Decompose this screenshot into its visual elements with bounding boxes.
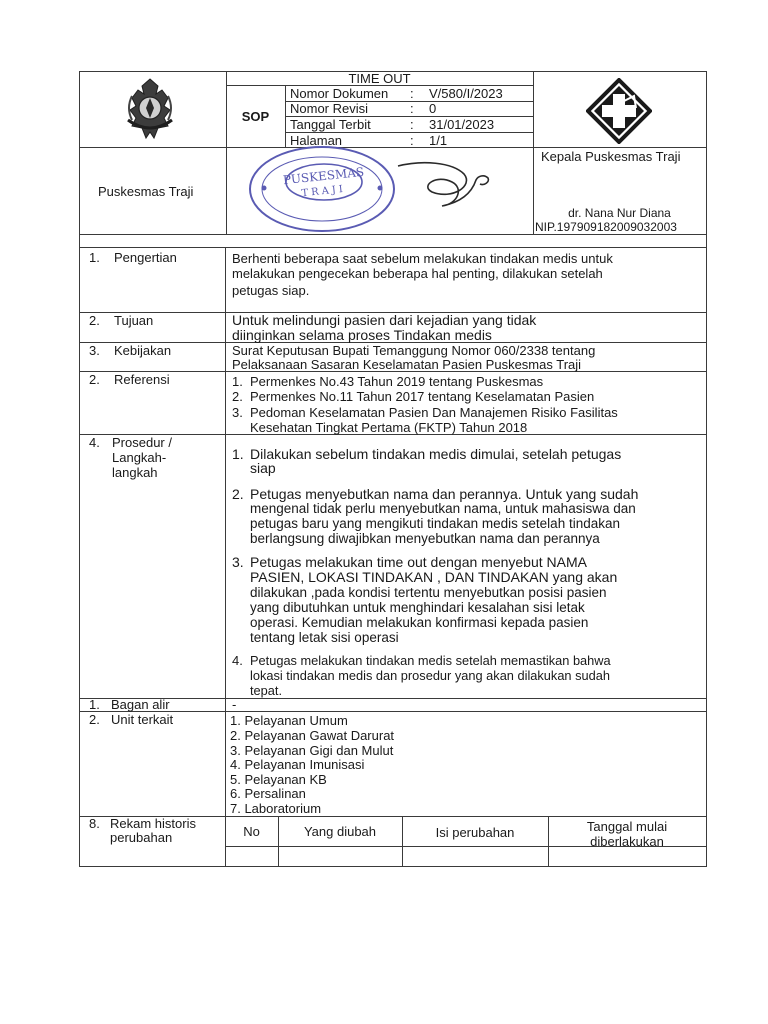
procedure-step-number: 2. [232, 486, 244, 502]
unit-item: 7. Laboratorium [230, 801, 322, 816]
section-number: 2. [89, 712, 100, 727]
procedure-step-line: Petugas melakukan time out dengan menyebut NAMA [250, 554, 587, 570]
table-border-left [79, 71, 80, 866]
procedure-step-line: yang dibutuhkan untuk menghindari kesalahan sisi letak [250, 600, 585, 615]
pengertian-line: petugas siap. [232, 283, 310, 298]
unit-item: 5. Pelayanan KB [230, 772, 327, 787]
table-border-bottom [79, 866, 707, 867]
referensi-item-number: 2. [232, 389, 243, 404]
meta-value-nomor-dokumen: V/580/I/2023 [429, 86, 503, 101]
signer-name: dr. Nana Nur Diana [568, 206, 671, 220]
stamp-text: PUSKESMAS [282, 164, 365, 188]
tujuan-line: diinginkan selama proses Tindakan medis [232, 327, 492, 343]
procedure-step-number: 1. [232, 446, 244, 462]
procedure-step-line: siap [250, 460, 276, 476]
section-label-prosedur: Langkah- [112, 450, 167, 465]
section-number: 4. [89, 435, 100, 450]
procedure-step-line: berlangsung diwajibkan menyebutkan nama dan perannya [250, 531, 600, 546]
section-number: 2. [89, 313, 100, 328]
meta-label-tanggal-terbit: Tanggal Terbit [290, 117, 371, 132]
body-col-line [225, 247, 226, 866]
referensi-item-number: 1. [232, 374, 243, 389]
section-label-prosedur: Prosedur / [112, 435, 172, 450]
kebijakan-line: Pelaksanaan Sasaran Keselamatan Pasien Puskesmas Traji [232, 357, 582, 372]
row-divider [79, 711, 707, 712]
section-number: 1. [89, 250, 100, 265]
kebijakan-line: Surat Keputusan Bupati Temanggung Nomor 060/2338 tentang [232, 343, 596, 358]
signer-title: Kepala Puskesmas Traji [541, 149, 681, 164]
meta-sep: : [410, 101, 414, 116]
sop-label: SOP [241, 109, 270, 124]
procedure-step-line: tentang letak sisi operasi [250, 630, 399, 645]
tujuan-line: Untuk melindungi pasien dari kejadian yang tidak [232, 312, 537, 328]
pengertian-line: Berhenti beberapa saat sebelum melakukan tindakan medis untuk [232, 251, 613, 266]
unit-item: 2. Pelayanan Gawat Darurat [230, 728, 395, 743]
meta-label-nomor-revisi: Nomor Revisi [290, 101, 369, 116]
section-number: 3. [89, 343, 100, 358]
referensi-item: Pedoman Keselamatan Pasien Dan Manajemen Risiko Fasilitas [250, 405, 618, 420]
section-label-rekam-historis: Rekam historis [110, 816, 196, 831]
bagan-alir-value: - [232, 697, 237, 712]
section-label-unit-terkait: Unit terkait [111, 712, 174, 727]
referensi-item-number: 3. [232, 405, 243, 420]
meta-value-tanggal-terbit: 31/01/2023 [429, 117, 495, 132]
referensi-item: Permenkes No.11 Tahun 2017 tentang Keselamatan Pasien [250, 389, 595, 404]
section-label-rekam-historis: perubahan [110, 830, 173, 845]
procedure-step-line: Petugas melakukan tindakan medis setelah memastikan bahwa [250, 653, 611, 668]
unit-item: 3. Pelayanan Gigi dan Mulut [230, 743, 394, 758]
procedure-step-line: mengenal tidak perlu menyebutkan nama, untuk mahasiswa dan [250, 501, 636, 516]
meta-sep: : [410, 117, 414, 132]
sop-col-line [285, 85, 286, 147]
history-col-header-no: No [243, 824, 260, 839]
meta-sep: : [410, 86, 414, 101]
procedure-step-line: PASIEN, LOKASI TINDAKAN , DAN TINDAKAN yang akan [250, 569, 618, 585]
history-col-header-tanggal: Tanggal mulai [586, 819, 668, 834]
section-number: 8. [89, 816, 100, 831]
official-stamp [244, 144, 400, 234]
unit-item: 4. Pelayanan Imunisasi [230, 757, 365, 772]
history-col-header-isi-perubahan: Isi perubahan [435, 825, 515, 840]
puskesmas-logo-icon [586, 78, 652, 144]
procedure-step-line: Dilakukan sebelum tindakan medis dimulai, setelah petugas [250, 446, 622, 462]
procedure-step-line: petugas baru yang mengikuti tindakan medis setelah tindakan [250, 516, 620, 531]
history-col-header-tanggal: diberlakukan [590, 834, 664, 849]
history-col-line [402, 816, 403, 866]
table-border-right [706, 71, 707, 867]
stamp-subtext: TRAJI [301, 183, 347, 200]
referensi-item: Kesehatan Tingkat Pertama (FKTP) Tahun 2018 [250, 420, 528, 435]
section-number: 1. [89, 697, 100, 712]
signer-nip: NIP.197909182009032003 [535, 220, 677, 234]
procedure-step-line: operasi. Kemudian melakukan konfirmasi kepada pasien [250, 615, 589, 630]
section-number: 2. [89, 372, 100, 387]
body-top-border [79, 247, 707, 248]
section-label-prosedur: langkah [112, 465, 158, 480]
procedure-step-number: 3. [232, 554, 244, 570]
signature-scribble [392, 152, 502, 212]
history-col-header-yang-diubah: Yang diubah [303, 824, 377, 839]
section-label-bagan-alir: Bagan alir [111, 697, 170, 712]
section-label-referensi: Referensi [114, 372, 170, 387]
procedure-step-line: lokasi tindakan medis dan prosedur yang akan dilakukan sudah [250, 668, 610, 683]
document-title: TIME OUT [348, 71, 411, 86]
section-label-tujuan: Tujuan [114, 313, 154, 328]
procedure-step-number: 4. [232, 653, 243, 668]
row-divider [79, 698, 707, 699]
referensi-item: Permenkes No.43 Tahun 2019 tentang Puskesmas [250, 374, 544, 389]
procedure-step-line: dilakukan ,pada kondisi tertentu menyebutkan posisi pasien [250, 585, 607, 600]
meta-value-halaman: 1/1 [429, 133, 448, 148]
section-label-kebijakan: Kebijakan [114, 343, 172, 358]
pengertian-line: melakukan pengecekan beberapa hal penting, dilakukan setelah [232, 266, 603, 281]
procedure-step-line: tepat. [250, 683, 283, 698]
header-col-line-1 [226, 71, 227, 234]
procedure-step-line: Petugas menyebutkan nama dan perannya. Untuk yang sudah [250, 486, 639, 502]
meta-label-halaman: Halaman [290, 133, 343, 148]
organization-name: Puskesmas Traji [98, 184, 194, 199]
regency-emblem-icon [118, 76, 182, 142]
meta-sep: : [410, 133, 414, 148]
unit-item: 1. Pelayanan Umum [230, 713, 348, 728]
meta-value-nomor-revisi: 0 [429, 101, 437, 116]
section-label-pengertian: Pengertian [114, 250, 177, 265]
meta-label-nomor-dokumen: Nomor Dokumen [290, 86, 389, 101]
unit-item: 6. Persalinan [230, 786, 306, 801]
